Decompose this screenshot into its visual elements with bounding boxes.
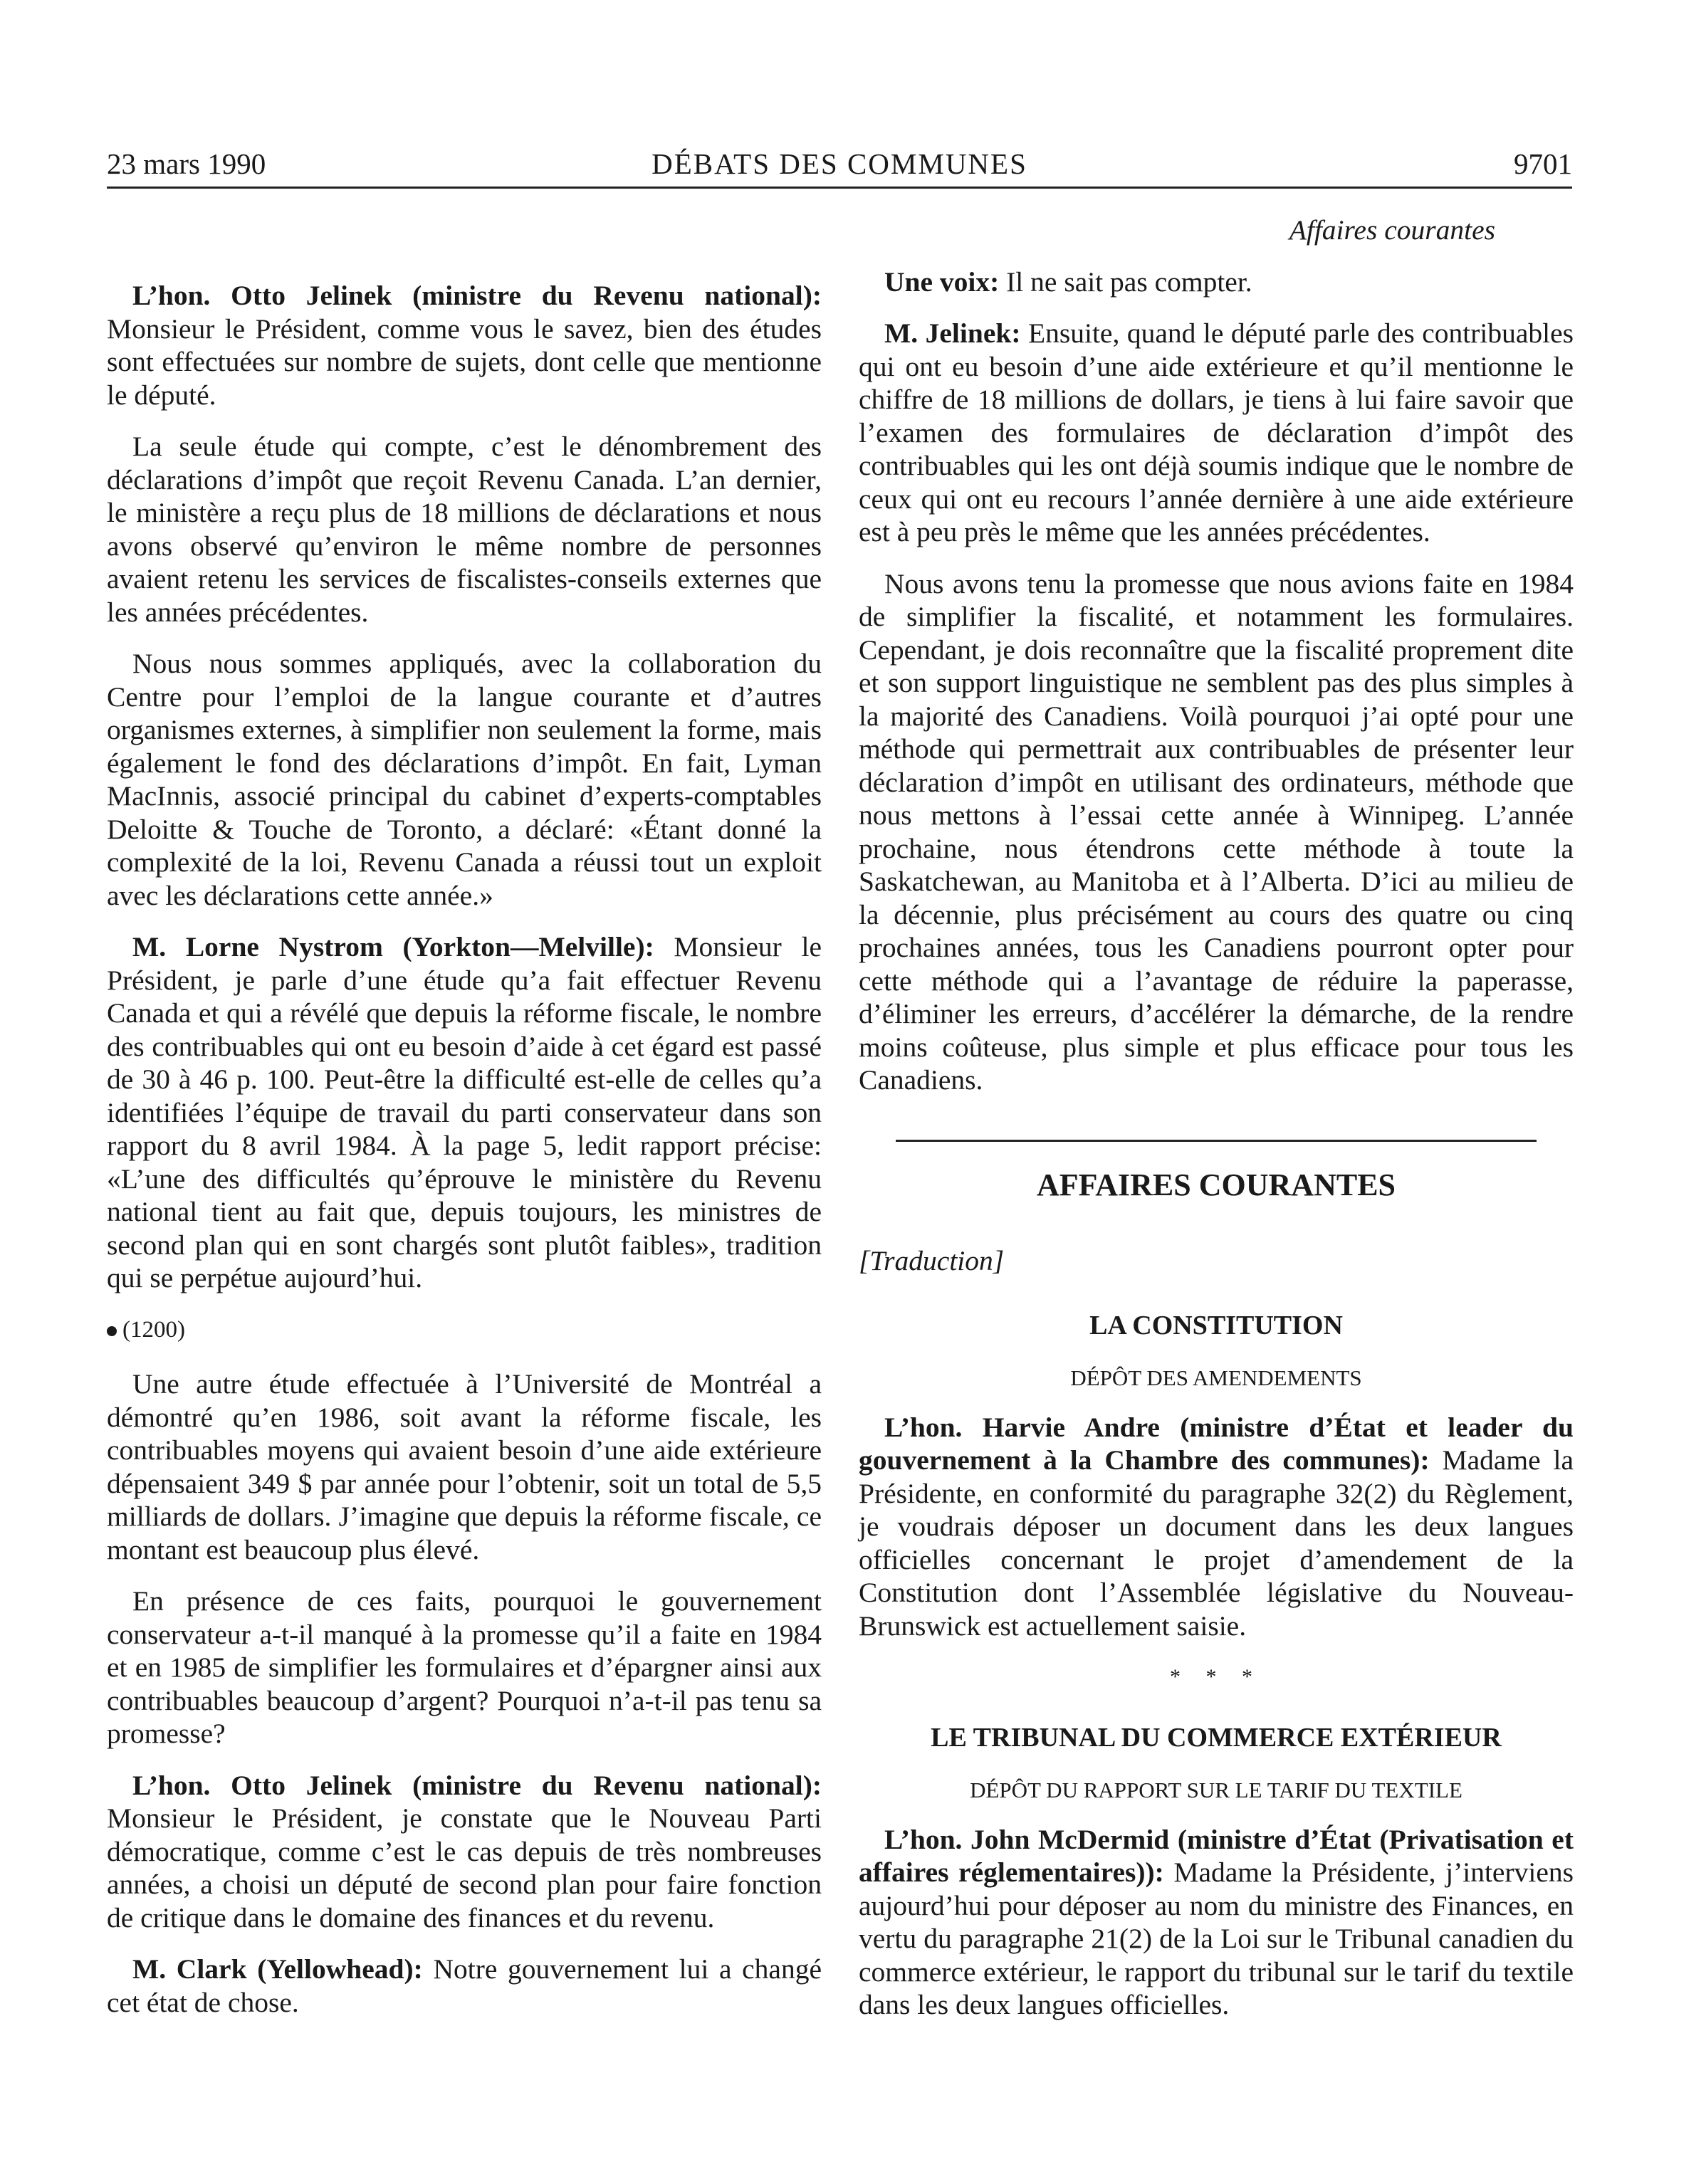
speech-text: Ensuite, quand le député parle des contribuables qui ont eu besoin d’une aide extérieure et qu’il mentionne le chiffre de 18 millions de dollars, je tiens à lui faire savoir que l’examen des formulaires de déclaration d’impôt des contribuables qui les ont déjà soumis indique que le nombre de ceux qui ont eu recours l’année dernière à une aide extérieure est à peu près le même que les années précédentes. (859, 317, 1574, 547)
subsection-subheading: DÉPÔT DU RAPPORT SUR LE TARIF DU TEXTILE (970, 1778, 1462, 1802)
speaker-name: L’hon. Otto Jelinek (ministre du Revenu national): (132, 280, 822, 311)
subsection-heading: LA CONSTITUTION (1089, 1310, 1343, 1340)
speaker-name: M. Jelinek: (884, 317, 1021, 349)
speech-text: Monsieur le Président, comme vous le savez, bien des études sont effectuées sur nombre de sujets, dont celle que mentionne le député. (107, 313, 822, 411)
paragraph (859, 317, 1574, 549)
paragraph: La seule étude qui compte, c’est le dénombrement des déclarations d’impôt que reçoit Revenu Canada. L’an dernier, le ministère a reçu plus de 18 millions de déclarations et nous avons observé qu’environ le même nombre de personnes avaient retenu les services de fiscalistes-conseils externes que les années précédentes. (107, 431, 822, 628)
paragraph: Une autre étude effectuée à l’Université de Montréal a démontré qu’en 1986, soit avant la réforme fiscale, les contribuables moyens qui avaient besoin d’une aide extérieure dépensaient 349 $ par année pour l’obtenir, soit un total de 5,5 milliards de dollars. J’imagine que depuis la réforme fiscale, ce montant est beaucoup plus élevé. (107, 1368, 822, 1565)
paragraph: Nous nous sommes appliqués, avec la collaboration du Centre pour l’emploi de la langue courante et d’autres organismes externes, à simplifier non seulement la forme, mais également le fond des déclarations d’impôt. En fait, Lyman MacInnis, associé principal du cabinet d’experts-comptables Deloitte & Touche de Toronto, a déclaré: «Étant donné la complexité de la loi, Revenu Canada a réussi tout un exploit avec les déclarations cette année.» (107, 648, 822, 911)
section-divider (896, 1140, 1537, 1142)
speech-text: Monsieur le Président, je parle d’une étude qu’a fait effectuer Revenu Canada et qui a révélé que depuis la réforme fiscale, le nombre des contribuables qui ont eu besoin d’aide à cet égard est passé de 30 à 46 p. 100. Peut-être la difficulté est-elle de celles qu’a identifiées l’équipe de travail du parti conservateur dans son rapport du 8 avril 1984. À la page 5, ledit rapport précise: «L’une des difficultés qu’éprouve le ministère du Revenu national tient au fait que, depuis toujours, les ministres de second plan qui en sont chargés sont plutôt faibles», tradition qui se perpétue aujourd’hui. (107, 931, 822, 1293)
paragraph: Nous avons tenu la promesse que nous avions faite en 1984 de simplifier la fiscalité, et notamment les formulaires. Cependant, je dois reconnaître que la fiscalité proprement dite et son support linguistique ne semblent pas des plus simples à la majorité des Canadiens. Voilà pourquoi j’ai opté pour une méthode qui permettrait aux contribuables de présenter leur déclaration d’impôt en utilisant des ordinateurs, méthode que nous mettons à l’essai cette année à Winnipeg. L’année prochaine, nous étendrons cette méthode à toute la Saskatchewan, au Manitoba et à l’Alberta. D’ici au milieu de la décennie, plus précisément au cours des quatre ou cinq prochaines années, tous les Canadiens pourront opter pour cette méthode qui a l’avantage de réduire la paperasse, d’éliminer les erreurs, d’accélérer la démarche, de la rendre moins coûteuse, plus simple et plus efficace pour tous les Canadiens. (859, 567, 1574, 1096)
paragraph (107, 930, 822, 1295)
speaker-name: Une voix: (884, 266, 1000, 298)
right-column (859, 214, 1574, 2040)
translation-note: [Traduction] (859, 1245, 1005, 1276)
section-heading: AFFAIRES COURANTES (1036, 1167, 1396, 1202)
subsection-subheading: DÉPÔT DES AMENDEMENTS (1070, 1365, 1362, 1390)
paragraph (107, 279, 822, 411)
time-marker-text: (1200) (122, 1316, 185, 1343)
header-title: DÉBATS DES COMMUNES (651, 147, 1027, 180)
speaker-name: M. Clark (Yellowhead): (132, 1953, 423, 1985)
speech-text: Il ne sait pas compter. (999, 266, 1252, 298)
speaker-name: L’hon. Harvie Andre (ministre d’État et leader du gouvernement à la Chambre des communes): (859, 1411, 1574, 1476)
page-header (107, 142, 1572, 189)
speaker-name: L’hon. John McDermid (ministre d’État (Privatisation et affaires réglementaires)): (859, 1823, 1574, 1888)
paragraph (859, 266, 1574, 299)
speaker-name: L’hon. Otto Jelinek (ministre du Revenu national): (132, 1769, 822, 1801)
time-marker (107, 1313, 822, 1347)
speech-text: Madame la Présidente, j’interviens aujourd’hui pour déposer au nom du ministre des Finances, en vertu du paragraphe 21(2) de la Loi sur le Tribunal canadien du commerce extérieur, le rapport du tribunal sur le tarif du textile dans les deux langues officielles. (859, 1857, 1574, 2020)
header-date: 23 mars 1990 (107, 147, 266, 180)
speech-text: Madame la Présidente, en conformité du paragraphe 32(2) du Règlement, je voudrais déposer un document dans les deux langues officielles concernant le projet d’amendement de la Constitution dont l’Assemblée législative du Nouveau-Brunswick est actuellement saisie. (859, 1444, 1574, 1642)
separator-stars: * * * (1170, 1665, 1262, 1689)
speaker-name: M. Lorne Nystrom (Yorkton—Melville): (132, 931, 654, 962)
subsection-heading: LE TRIBUNAL DU COMMERCE EXTÉRIEUR (931, 1722, 1502, 1753)
header-page-number: 9701 (1514, 147, 1572, 180)
bullet-icon (107, 1326, 117, 1336)
running-head: Affaires courantes (1289, 214, 1495, 246)
paragraph (107, 1953, 822, 2019)
paragraph (859, 1411, 1574, 1643)
paragraph: En présence de ces faits, pourquoi le gouvernement conservateur a-t-il manqué à la promesse qu’il a faite en 1984 et en 1985 de simplifier les formulaires et d’épargner ainsi aux contribuables beaucoup d’argent? Pourquoi n’a-t-il pas tenu sa promesse? (107, 1585, 822, 1749)
left-column (107, 279, 822, 2037)
speech-text: Monsieur le Président, je constate que le Nouveau Parti démocratique, comme c’est le cas depuis de très nombreuses années, a choisi un député de second plan pour faire fonction de critique dans le domaine des finances et du revenu. (107, 1802, 822, 1933)
paragraph (859, 1823, 1574, 2022)
speech-text: Notre gouvernement lui a changé cet état de chose. (107, 1953, 822, 2018)
paragraph (107, 1769, 822, 1935)
